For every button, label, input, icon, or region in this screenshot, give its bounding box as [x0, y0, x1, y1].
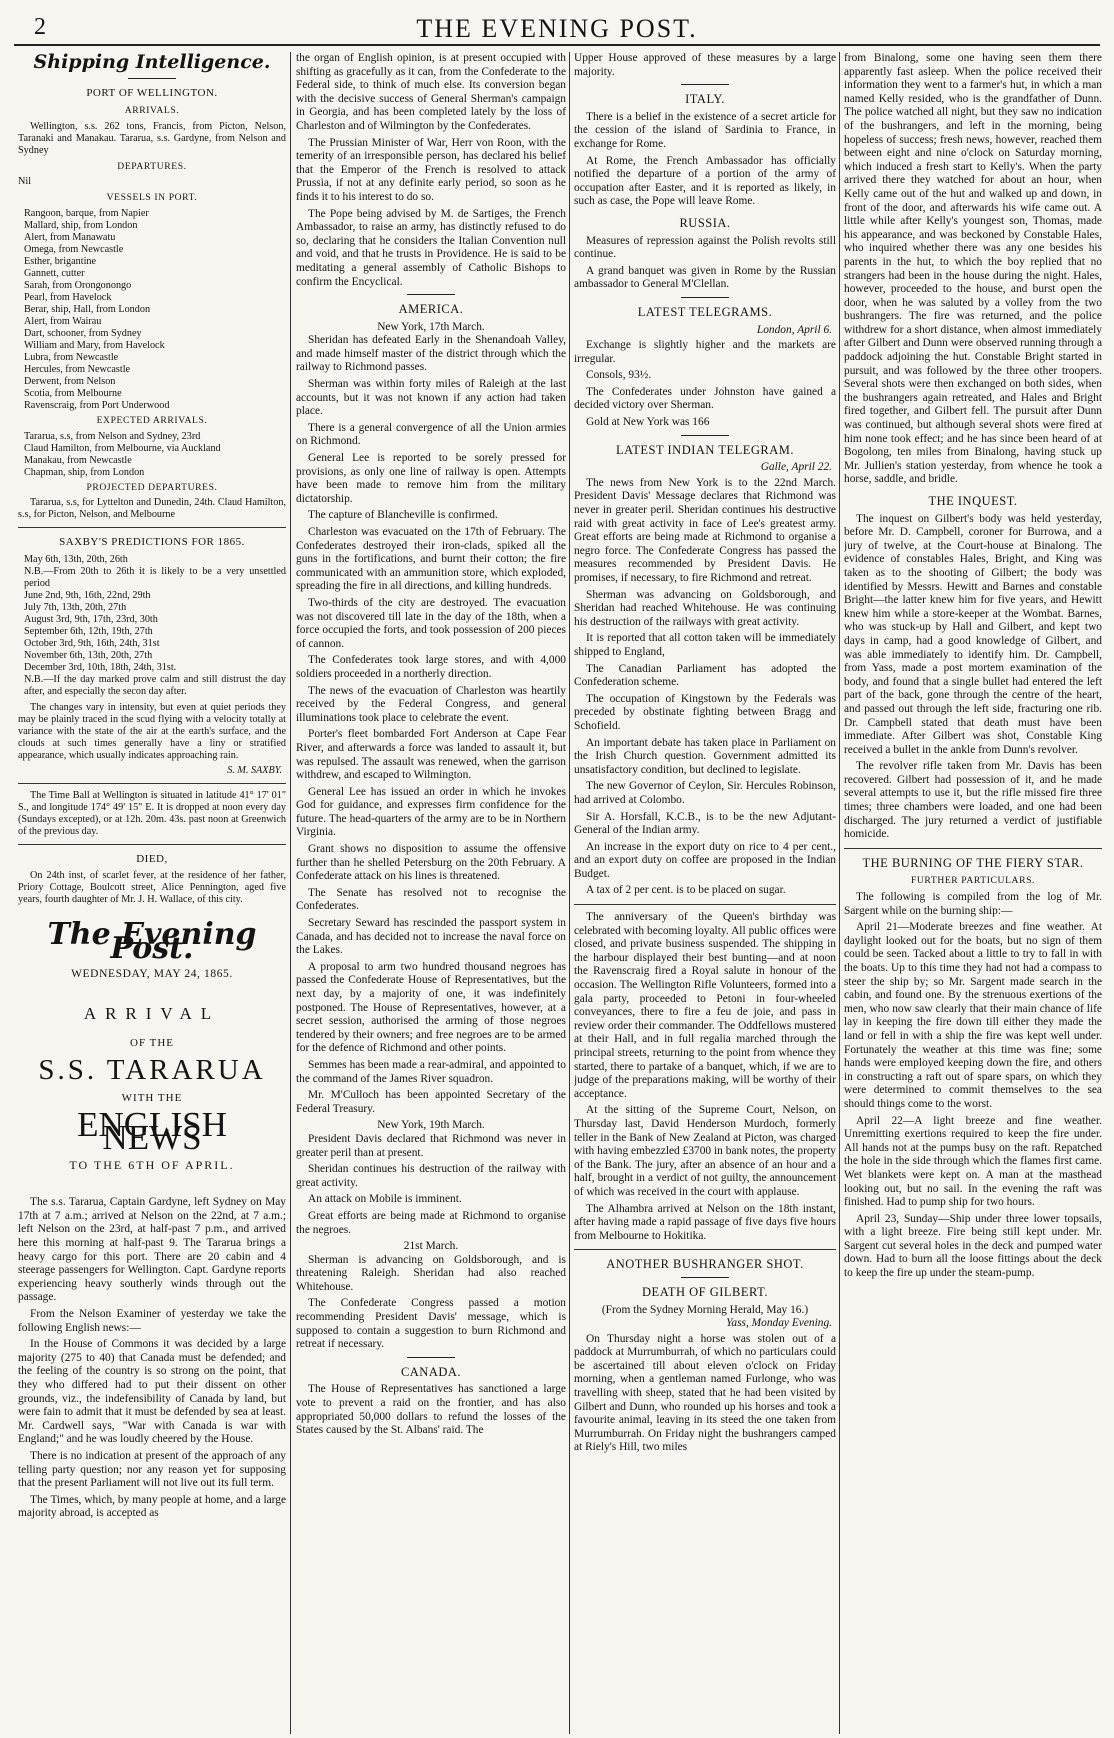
paragraph: A proposal to arm two hundred thousand negroes has passed the Confederate House of Representatives, but the next day, by a majority of one, it was indefinitely postponed. The House of Representatives, however, at a secret session, authorised the arming of those negroes tendered by their owners; and free negroes are to be armed for the defence of Richmond and other points.	[296, 960, 566, 1055]
page-number: 2	[34, 14, 46, 40]
column-rule	[839, 52, 840, 1734]
shipping-heading: Shipping Intelligence.	[33, 52, 271, 73]
column-1	[18, 52, 286, 1734]
departures-label: DEPARTURES.	[117, 160, 187, 172]
paragraph: An increase in the export duty on rice to 4 per cent., and an export duty on coffee are proposed in the Indian Budget.	[574, 840, 836, 880]
list-item: Alert, from Wairau	[24, 315, 102, 327]
paragraph: There is a belief in the existence of a secret article for the cession of the island of Sardinia to France, in exchange for Rome.	[574, 110, 836, 150]
paragraph: It is reported that all cotton taken will be immediately shipped to England,	[574, 632, 836, 658]
column-3	[574, 52, 836, 1734]
column-4	[844, 52, 1102, 1734]
paragraph: The Senate has resolved not to recognise the Confederates.	[296, 886, 566, 913]
paragraph: President Davis declared that Richmond was never in greater peril than at present.	[296, 1132, 566, 1159]
projected-text: Tararua, s.s, for Lyttelton and Dunedin, 24th. Claud Hamilton, s.s, for Picton, Nelson, and Melbourne	[18, 497, 286, 521]
list-item: June 2nd, 9th, 16th, 22nd, 29th	[24, 589, 151, 601]
paragraph: Great efforts are being made at Richmond to organise the negroes.	[296, 1209, 566, 1236]
paragraph: Porter's fleet bombarded Fort Anderson at Cape Fear River, and afterwards a force was landed to assault it, but was repulsed. The assault was renewed, when the garrison withdrew, and escaped to Wilmington.	[296, 728, 566, 782]
telegrams-heading: LATEST TELEGRAMS.	[637, 304, 773, 319]
list-item: Scotia, from Melbourne	[24, 387, 122, 399]
list-item: Claud Hamilton, from Melbourne, via Auckland	[24, 442, 221, 454]
list-item: August 3rd, 9th, 17th, 23rd, 30th	[24, 613, 158, 625]
saxby-heading: SAXBY'S PREDICTIONS FOR 1865.	[59, 536, 245, 549]
expected-list	[18, 431, 286, 479]
indian-telegram-heading: LATEST INDIAN TELEGRAM.	[615, 442, 795, 457]
saxby-signature: S. M. SAXBY.	[227, 764, 282, 776]
paragraph: Two-thirds of the city are destroyed. The evacuation was not discovered till late in the day of the 18th, when a force occupied the forts, and took possession of 200 pieces of cannon.	[296, 596, 566, 650]
divider	[407, 1357, 455, 1358]
paragraph: A grand banquet was given in Rome by the Russian ambassador to General M'Clellan.	[574, 264, 836, 291]
divider	[574, 1249, 836, 1250]
arrivals-text: Wellington, s.s. 262 tons, Francis, from Picton, Nelson, Taranaki and Manakau. Tararua, s.s. Gardyne, from Nelson and Sydney	[18, 120, 286, 156]
divider	[681, 1277, 729, 1278]
expected-label: EXPECTED ARRIVALS.	[96, 414, 208, 426]
paragraph: The inquest on Gilbert's body was held yesterday, before Mr. D. Campbell, coroner for Burrowa, and a jury of twelve, at the Court-house at Binalong. The evidence of constables Hales, Bright, and King was taken as to the shooting of Gilbert; the body was identified by Messrs. Hewitt and Barnes and constable Bright—the latter knew him for five years, and Hewitt knew him while a store-keeper at the Wombat. Barnes, who was stuck-up by Hall and Gilbert, and kept two days in camp, had a good knowledge of Gilbert, and was able immediately to identify him. Dr. Campbell, from Yass, made a post mortem examination of the body, and found that a single bullet had entered the left part of the back, gone through the centre of the heart, and passed out through the left side, fracturing one rib. Dr. Campbell stated that death must have been immediate. After Gilbert was shot, Constable King received a bullet in the ankle from Dunn's revolver.	[844, 512, 1102, 756]
paragraph: The news of the evacuation of Charleston was heartily received by the Federal Congress, and general illuminations took place to celebrate the event.	[296, 684, 566, 724]
paragraph: Mr. M'Culloch has been appointed Secretary of the Federal Treasury.	[296, 1089, 566, 1115]
paragraph: April 23, Sunday—Ship under three lower topsails, with a light breeze. Fire being still kept under. Mr. Sargent cut several holes in the deck and pumped water down. Had to burn all the loose fittings about the deck to keep the fire up under the steam-pump.	[844, 1212, 1102, 1280]
russia-heading: RUSSIA.	[679, 215, 731, 230]
paragraph: General Lee is reported to be sorely pressed for provisions, as only one line of railway is open. Attempts have been made to remove him from the military dictatorship.	[296, 452, 566, 505]
paragraph: The Confederates under Johnston have gained a decided victory over Sherman.	[574, 385, 836, 412]
paragraph: Gold at New York was 166	[586, 416, 710, 429]
paragraph: On Thursday night a horse was stolen out of a paddock at Murrumburrah, of which no particulars could be ascertained till about eleven o'clock on Friday morning, when a gentleman named Furlonge, who was travelling with sheep, stated that he had been visited by Gilbert and Dunn, who rounded up his horses and took a favourite animal, leaving in its steed the one taken from Murrumburrah. On Friday night the bushrangers camped at Riely's Hill, two miles	[574, 1332, 836, 1454]
paragraph: Sherman was within forty miles of Raleigh at the last accounts, but it was not known if any action had taken place.	[296, 378, 566, 418]
paragraph: At the sitting of the Supreme Court, Nelson, on Thursday last, David Henderson Murdoch, formerly teller in the Bank of New Zealand at Picton, was charged with having embezzled £3700 in bank notes, the property of the Bank. The jury, after an absence of an hour and a half, brought in a verdict of not guilty, the announcement of which was received in the court with applause.	[574, 1104, 836, 1198]
divider	[18, 783, 286, 784]
date-line: WEDNESDAY, MAY 24, 1865.	[71, 967, 233, 980]
divider	[407, 294, 455, 295]
paragraph: from Binalong, some one having seen them there apparently fast asleep. When the police received their information they went to a farmer's hut, in which a man named Kelly resided, who is the grandfather of Dunn. The police watched all night, but they saw no indication of the bushrangers, and left in the morning, being hopeless of success; fresh news, however, reached them between eight and nine o'clock on Saturday morning, which induced a fresh start to Kelly's. When the party arrived there they watched for about an hour, when Kelly came out of the hut and walked up and down, in front of the door, and afterwards his wife came out. A little while after Kelly's youngest son, Thomas, made his appearance, and was beckoned by Constable Hales, who inquired whether there was any one besides his parents in the hut, to which the boy replied that no strangers had been in the house during the night. Hales, however, proceeded to the house, and burst open the door, when he was saluted by a volley from the two bushrangers. The fire was returned, and the police withdrew for a short distance, when almost immediately after Gilbert and Dunn were observed running through a paddock adjoining the hut. Constable Bright started in pursuit, and was followed by the three other troopers. Several shots were then exchanged on both sides, when the bushrangers again retreated, and Hales and Bright fired together, and Gilbert fell. The pursuit after Dunn was continued, but although several shots were fired at him none took effect; and he has since been heard of at Bogolong, ten miles from Binalong, having stuck up Mr. Jullien's station yesterday, from whence he took a horse, saddle, and bridle.	[844, 52, 1102, 486]
divider	[681, 435, 729, 436]
paragraph: Semmes has been made a rear-admiral, and appointed to the command of the James River squadron.	[296, 1058, 566, 1085]
paragraph: There is a general convergence of all the Union armies on Richmond.	[296, 421, 566, 448]
paragraph: From the Nelson Examiner of yesterday we take the following English news:—	[18, 1308, 286, 1334]
paragraph: The Canadian Parliament has adopted the Confederation scheme.	[574, 662, 836, 689]
died-notice: On 24th inst, of scarlet fever, at the residence of her father, Priory Cottage, Boulcott street, Alice Pennington, aged five years, fourth daughter of Mr. J. H. Wallace, of this city.	[18, 870, 286, 906]
divider	[681, 84, 729, 85]
canada-heading: CANADA.	[400, 1364, 462, 1379]
column-2	[296, 52, 566, 1734]
divider	[681, 297, 729, 298]
paragraph: Charleston was evacuated on the 17th of February. The Confederates destroyed their iron-clads, spiked all the guns in the fortifications, and burnt their cotton; the fire communicated with an ammunition store, which exploded, spreading the fire in all directions, and killing hundreds.	[296, 526, 566, 593]
divider	[18, 527, 286, 528]
paragraph: The occupation of Kingstown by the Federals was preceded by obstinate fighting between Bragg and Schofield.	[574, 692, 836, 732]
arrival-ship-name: S.S. TARARUA	[38, 1054, 266, 1087]
paragraph: April 21—Moderate breezes and fine weather. At daylight looked out for the boats, but no sign of them could be seen. Tacked about a little to try to fall in with the boats. Up to this time they had not had a compass to steer the ship by; so Mr. Sargent made search in the cabin, and found one. By the strenuous exertions of the men, who now saw clearly that their main chance of life lay in keeping the fire down till either they made the land or fell in with a ship the fire was kept well under. Fortunately the weather at this time was fine; some hands were employed keeping down the fire, and others in constructing a raft out of spare spars, on which they were determined to commit themselves to the sea should things come to the worst.	[844, 921, 1102, 1110]
dateline: Yass, Monday Evening.	[726, 1317, 832, 1330]
divider	[128, 78, 176, 79]
saxby-list	[18, 554, 286, 698]
paragraph: The Prussian Minister of War, Herr von Roon, with the temerity of an irresponsible person, has declared his belief that the Emperor of the French is resolved to attack Prussia, if not at any definite early period, so soon as he finds it to his interest to do so.	[296, 136, 566, 203]
paragraph: The following is compiled from the log of Mr. Sargent while on the burning ship:—	[844, 891, 1102, 917]
list-item: N.B.—If the day marked prove calm and still distrust the day after, and especially the secon day after.	[24, 673, 286, 697]
paper-title: The Evening Post.	[47, 917, 257, 966]
paragraph: Sheridan continues his destruction of the railway with great activity.	[296, 1163, 566, 1189]
list-item: William and Mary, from Havelock	[24, 339, 165, 351]
list-item: Sarah, from Orongonongo	[24, 279, 132, 291]
list-item: Hercules, from Newcastle	[24, 363, 131, 375]
paragraph: The s.s. Tararua, Captain Gardyne, left Sydney on May 17th at 7 a.m.; arrived at Nelson on the 22nd, at 7 a.m.; left Nelson on the 23rd, at half-past 7 p.m., and arrived here this morning at half-past 9. The Tararua brings a heavy cargo for this port. There are 20 cabin and 4 steerage passengers for Wellington. Capt. Gardyne reports experiencing heavy southerly winds through out the passage.	[18, 1196, 286, 1304]
paragraph: The Alhambra arrived at Nelson on the 18th instant, after having made a rapid passage of five days five hours from Melbourne to Hokitika.	[574, 1202, 836, 1242]
paragraph: A tax of 2 per cent. is to be placed on sugar.	[586, 884, 786, 897]
list-item: Manakau, from Newcastle	[24, 454, 132, 466]
paragraph: The revolver rifle taken from Mr. Davis has been recovered. Gilbert had possession of it, and he made several attempts to use it, but the rifle missed fire three times; three chambers were loaded, and one had been discharged. The jury returned a verdict of justifiable homicide.	[844, 760, 1102, 841]
paragraph: April 22—A light breeze and fine weather. Unremitting exertions required to keep the fire under. All hands not at the pumps busy on the raft. Repatched the hole in the side through which the flames first came. Wet blankets were kept on. A man at the masthead looking out, but no sail. In the evening the raft was finished. Had to pump ship for two hours.	[844, 1114, 1102, 1209]
paragraph: The capture of Blancheville is confirmed.	[308, 509, 498, 522]
italy-heading: ITALY.	[685, 92, 725, 107]
list-item: May 6th, 13th, 20th, 26th	[24, 553, 128, 565]
paragraph: In the House of Commons it was decided by a large majority (275 to 40) that Canada must be defended; and the feeling of the country is so strong on the point, that they who differed had to put their dissent on other grounds, viz., the indefensibility of Canada by land, but were fain to admit that it must be defended by sea at least. Mr. Cardwell says, "War with Canada is war with England;" and he was loudly cheered by the House.	[18, 1338, 286, 1446]
paragraph: The new Governor of Ceylon, Sir. Hercules Robinson, had arrived at Colombo.	[574, 780, 836, 806]
dateline: Galle, April 22.	[760, 461, 832, 474]
dateline: New York, 19th March.	[377, 1119, 485, 1132]
arrival-heading: ARRIVAL	[83, 1004, 221, 1024]
list-item: Dart, schooner, from Sydney	[24, 327, 142, 339]
column-rule	[569, 52, 570, 1734]
paragraph: The news from New York is to the 22nd March. President Davis' Message declares that Richmond was never in greater peril. Sheridan continues his destructive raid with great activity in face of Lee's greatest army. Great efforts are being made at Richmond to organise a negro force. The Confederate Congress has passed the measures recommended by President Davis. He promises, if necessary, to fire Richmond and retreat.	[574, 476, 836, 584]
paragraph: At Rome, the French Ambassador has officially notified the departure of a portion of the army of occupation after Easter, and it is reported as likely, in such as case, the Pope will leave Rome.	[574, 154, 836, 208]
arrivals-label: ARRIVALS.	[124, 105, 180, 117]
dateline: New York, 17th March.	[377, 320, 485, 333]
arrival-date: TO THE 6TH OF APRIL.	[69, 1157, 235, 1172]
source-line: (From the Sydney Morning Herald, May 16.)	[601, 1303, 809, 1316]
inquest-heading: THE INQUEST.	[928, 494, 1018, 508]
arrival-english-news: ENGLISH NEWS	[77, 1104, 227, 1158]
list-item: December 3rd, 10th, 18th, 24th, 31st.	[24, 661, 177, 673]
list-item: N.B.—From 20th to 26th it is likely to be a very unsettled period	[24, 565, 286, 589]
paragraph: General Lee has issued an order in which he invokes God for guidance, and expresses firm confidence for the future. The head-quarters of the army are to be in Northern Virginia.	[296, 785, 566, 839]
paragraph: The House of Representatives has sanctioned a large vote to prevent a raid on the frontier, and has also appropriated 50,000 dollars to refund the losses of the States caused by the St. Albans' raid. The	[296, 1383, 566, 1437]
paragraph: Sherman is advancing on Goldsborough, and is threatening Raleigh. Sheridan had also reached Whitehouse.	[296, 1253, 566, 1293]
list-item: Tararua, s.s, from Nelson and Sydney, 23rd	[24, 430, 201, 442]
list-item: Berar, ship, Hall, from London	[24, 303, 151, 315]
list-item: November 6th, 13th, 20th, 27th	[24, 649, 153, 661]
timeball-notice: The Time Ball at Wellington is situated in latitude 41° 17' 01" S., and longitude 174° 49' 15" E. It is dropped at noon every day (Sundays excepted), or at 12h. 20m. 43s. past noon at Greenwich of the previous day.	[18, 789, 286, 837]
vessels-list	[18, 208, 286, 412]
paragraph: the organ of English opinion, is at present occupied with shifting as gracefully as it can, from the Confederate to the Federal side, to think of much else. Its conversion began with the decisive success of General Sherman's campaign in Georgia, and has been completed lately by the loss of Charleston and of Wilmington by the Confederates.	[296, 52, 566, 132]
fiery-star-subheading: FURTHER PARTICULARS.	[910, 875, 1036, 887]
paragraph: The anniversary of the Queen's birthday was celebrated with becoming loyalty. All public offices were closed, and private business suspended. The shipping in the harbour displayed their best bunting—and at noon the Ravenscraig fired a Royal salute in honour of the occasion. The Wellington Rifle Volunteers, formed into a gala party, proceeded to Petoni in four-wheeled conveyances, there to fire a feu de joie, and pass in review order their commander. The Oddfellows mustered at their Hall, and in full regalia marched through the principal streets, returning to the point from whence they started, there to partake of a banquet, which, if we are to judge of the preparations making, will be worthy of their acceptance.	[574, 911, 836, 1100]
list-item: Lubra, from Newcastle	[24, 351, 119, 363]
paragraph: There is no indication at present of the approach of any telling party question; nor any reason yet for supposing that the present Parliament will not live out its full term.	[18, 1449, 286, 1490]
list-item: Ravenscraig, from Port Underwood	[24, 399, 170, 411]
paragraph: Consols, 93½.	[586, 369, 652, 382]
paragraph: The Times, which, by many people at home, and a large majority abroad, is accepted as	[18, 1493, 286, 1520]
paragraph: An important debate has taken place in Parliament on the Irish Church question. Government admitted its unsatisfactory condition, but declined to legislate.	[574, 736, 836, 776]
list-item: October 3rd, 9th, 16th, 24th, 31st	[24, 637, 160, 649]
list-item: September 6th, 12th, 19th, 27th	[24, 625, 153, 637]
divider	[844, 848, 1102, 849]
paragraph: An attack on Mobile is imminent.	[308, 1193, 462, 1206]
gilbert-heading: DEATH OF GILBERT.	[642, 1284, 768, 1299]
masthead	[14, 10, 1100, 46]
list-item: Gannett, cutter	[24, 267, 85, 279]
america-heading: AMERICA.	[398, 302, 464, 317]
list-item: Derwent, from Nelson	[24, 375, 116, 387]
list-item: Chapman, ship, from London	[24, 466, 145, 478]
paragraph: The Confederate Congress passed a motion recommending President Davis' message, which is supposed to contain a suggestion to burn Richmond and retreat if necessary.	[296, 1297, 566, 1351]
column-rule	[290, 52, 291, 1734]
saxby-paragraph: The changes vary in intensity, but even at quiet periods they may be plainly traced in the scud flying with a velocity totally at variance with the state of the air at the earth's surface, and the clouds at such times generally have a liny or stratified appearance, which usually indicates approaching rain.	[18, 701, 286, 761]
in-port-label: VESSELS IN PORT.	[106, 192, 198, 204]
arrival-with-the: WITH THE	[121, 1091, 183, 1104]
list-item: July 7th, 13th, 20th, 27th	[24, 601, 127, 613]
fiery-star-heading: THE BURNING OF THE FIERY STAR.	[862, 855, 1084, 870]
dateline: 21st March.	[403, 1240, 459, 1253]
died-heading: DIED,	[136, 852, 168, 865]
paragraph: Measures of repression against the Polish revolts still continue.	[574, 234, 836, 261]
departures-text: Nil	[18, 176, 32, 188]
list-item: Mallard, ship, from London	[24, 219, 138, 231]
paragraph: Sir A. Horsfall, K.C.B., is to be the new Adjutant-General of the Indian army.	[574, 810, 836, 837]
list-item: Pearl, from Havelock	[24, 291, 112, 303]
paragraph: The Pope being advised by M. de Sartiges, the French Ambassador, to raise an army, has distinctly refused to do so, declaring that he considers the Italian Convention null and void, and that he trusts in Providence. He is said to be meditating a general assembly of Catholic Bishops to confirm the Encyclical.	[296, 207, 566, 288]
projected-label: PROJECTED DEPARTURES.	[86, 481, 218, 493]
paragraph: The Confederates took large stores, and with 4,000 soldiers proceeded in a northerly direction.	[296, 654, 566, 680]
paragraph: Secretary Seward has rescinded the passport system in Canada, and has decided not to increase the naval force on the Lakes.	[296, 917, 566, 957]
divider	[574, 904, 836, 905]
newspaper-title: THE EVENING POST.	[416, 14, 698, 43]
paragraph: Upper House approved of these measures by a large majority.	[574, 52, 836, 78]
list-item: Alert, from Manawatu	[24, 231, 116, 243]
arrival-of-the: OF THE	[130, 1036, 174, 1049]
paragraph: Sherman was advancing on Goldsborough, and Sheridan had reached Whitehouse. He was continuing his destruction of the railways with great activity.	[574, 588, 836, 628]
port-heading: PORT OF WELLINGTON.	[86, 86, 218, 99]
list-item: Rangoon, barque, from Napier	[24, 207, 149, 219]
paragraph: Grant shows no disposition to assume the offensive further than he shelled Petersburg on the 20th February. A Confederate attack on his lines is threatened.	[296, 843, 566, 883]
dateline: London, April 6.	[756, 323, 832, 336]
paragraph: Sheridan has defeated Early in the Shenandoah Valley, and made himself master of the district through which the railway to Richmond passes.	[296, 334, 566, 374]
list-item: Esther, brigantine	[24, 255, 97, 267]
bushranger-heading: ANOTHER BUSHRANGER SHOT.	[606, 1257, 804, 1272]
divider	[18, 844, 286, 845]
list-item: Omega, from Newcastle	[24, 243, 124, 255]
paragraph: Exchange is slightly higher and the markets are irregular.	[574, 339, 836, 365]
